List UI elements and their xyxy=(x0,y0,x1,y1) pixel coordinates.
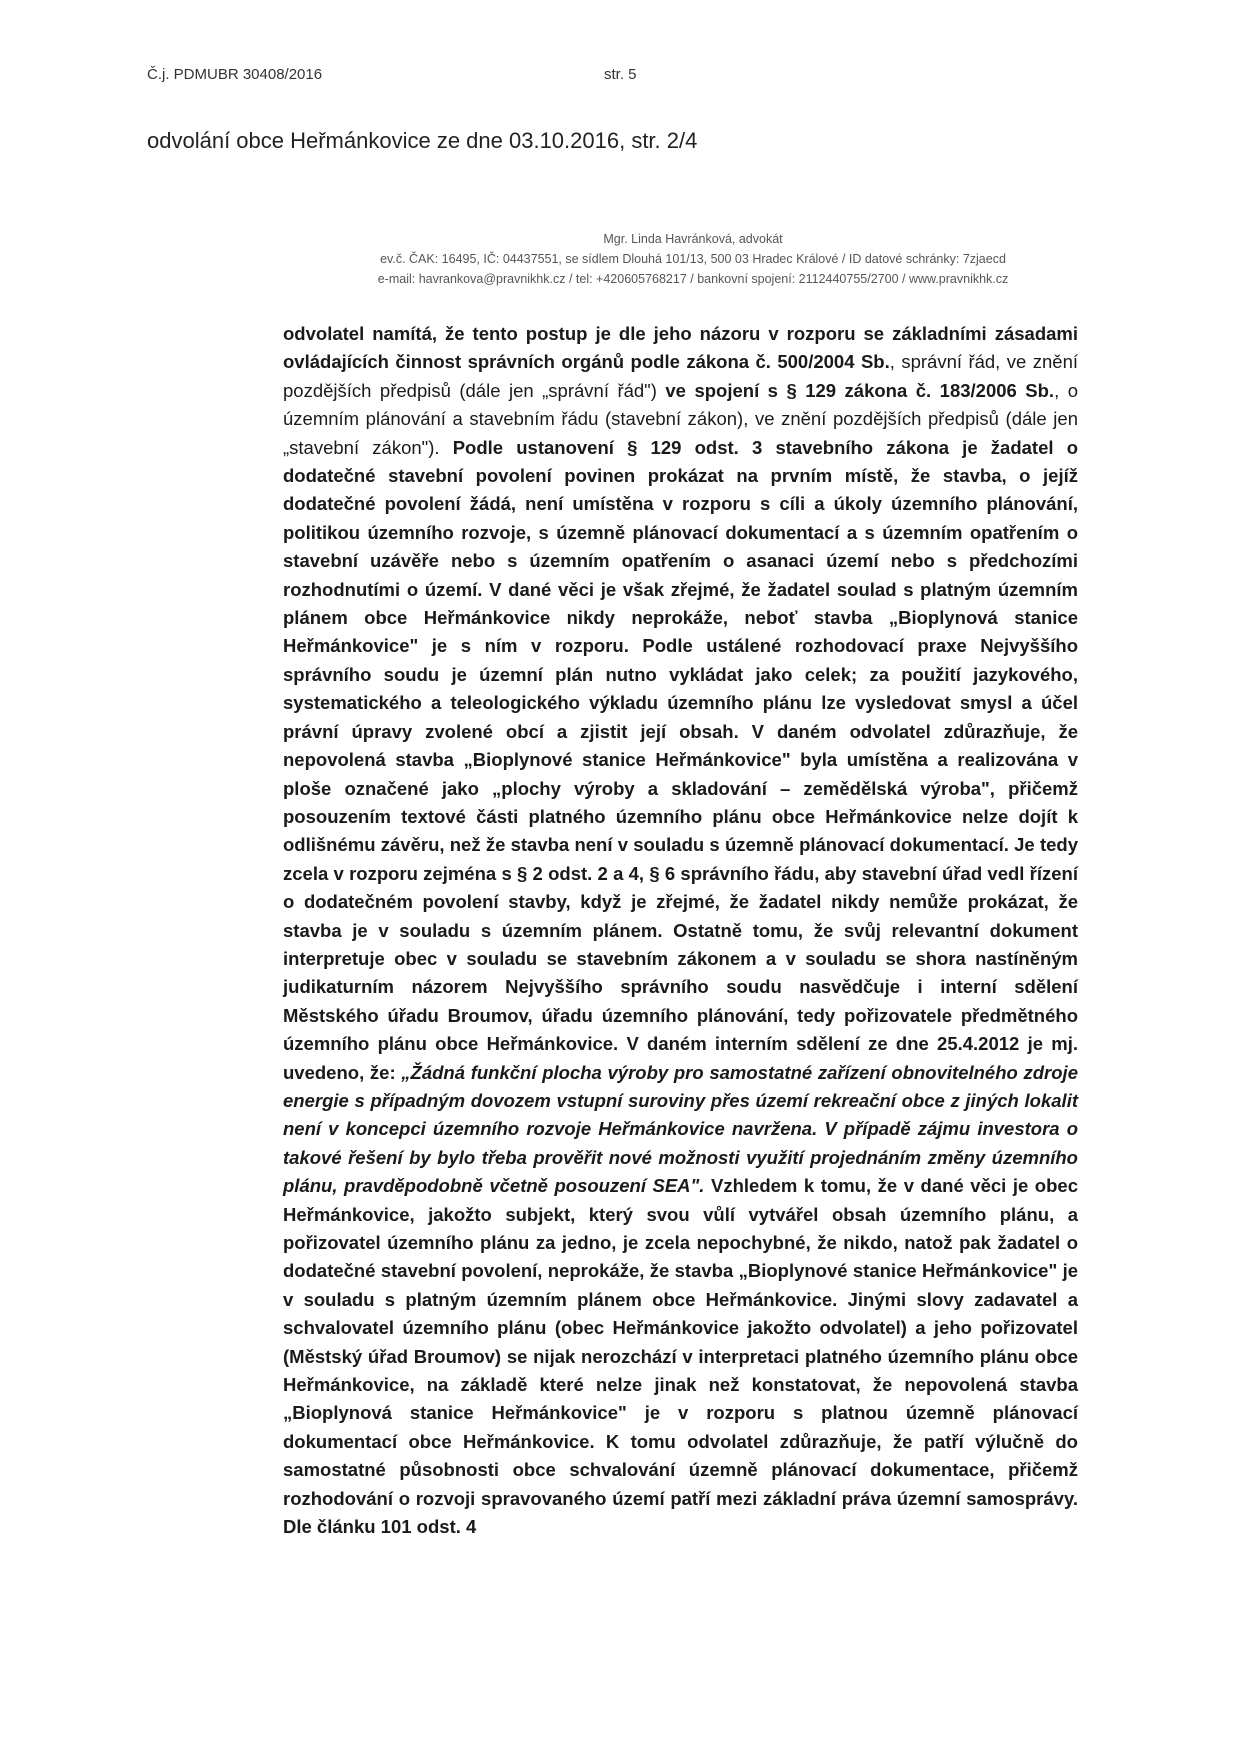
body-segment-7: Vzhledem k tomu, že v dané věci je obec Heřmánkovice, jakožto subjekt, který svou vůlí vytvářel obsah územního plánu, a pořizovatel územního plánu za jedno, je zcela nepochybné, že nikdo, natož pak žadatel o dodatečné stavební povolení, neprokáže, že stavba „Bioplynové stanice Heřmánkovice" je v souladu s platným územním plánem obce Heřmánkovice. Jinými slovy zadavatel a schvalovatel územního plánu (obec Heřmánkovice jakožto odvolatel) a jeho pořizovatel (Městský úřad Broumov) se nijak nerozchází v interpretaci platného územního plánu obce Heřmánkovice, na základě které nelze jinak než konstatovat, že nepovolená stavba „Bioplynová stanice Heřmánkovice" je v rozporu s platnou územně plánovací dokumentací obce Heřmánkovice. K tomu odvolatel zdůrazňuje, že patří výlučně do samostatné působnosti obce schvalování územně plánovací dokumentace, přičemž rozhodování o rozvoji spravovaného území patří mezi základní práva územní samosprávy. Dle článku 101 odst. 4 xyxy=(283,1175,1078,1538)
body-segment-2: , správní řád, ve znění pozdějších předpisů (dále jen „správní řád") xyxy=(283,351,1079,401)
letterhead-registration: ev.č. ČAK: 16495, IČ: 04437551, se sídlem Dlouhá 101/13, 500 03 Hradec Králové / ID datové schránky: 7zjaecd xyxy=(380,252,1006,266)
body-quote: „Žádná funkční plocha výroby pro samostatné zařízení obnovitelného zdroje energie s případným dovozem vstupní suroviny přes území rekreační obce z jiných lokalit není v koncepci územního rozvoje Heřmánkovice navržena. V případě zájmu investora o takové řešení by bylo třeba prověřit nové možnosti využití projednáním změny územního plánu, pravděpodobně včetně posouzení SEA". xyxy=(283,1061,1078,1197)
body-segment-4: , o územním plánování a stavebním řádu (stavební zákon), ve znění pozdějších předpisů (dále jen „stavební zákon"). xyxy=(283,379,1078,458)
page-number: str. 5 xyxy=(604,66,637,83)
document-reference: Č.j. PDMUBR 30408/2016 xyxy=(147,66,323,83)
body-segment-1: odvolatel namítá, že tento postup je dle jeho názoru v rozporu se základními zásadami ovládajících činnost správních orgánů podle zákona č. 500/2004 Sb. xyxy=(283,323,1078,373)
body-segment-5: Podle ustanovení § 129 odst. 3 stavebního zákona je žadatel o dodatečné stavební povolení povinen prokázat na prvním místě, že stavba, o jejíž dodatečné povolení žádá, není umístěna v rozporu s cíli a úkoly územního plánování, politikou územního rozvoje, s územně plánovací dokumentací a s územním opatřením o stavební uzávěře nebo s územním opatřením o asanaci území nebo s předchozími rozhodnutími o území. V dané věci je však zřejmé, že žadatel soulad s platným územním plánem obce Heřmánkovice nikdy neprokáže, neboť stavba „Bioplynová stanice Heřmánkovice" je s ním v rozporu. Podle ustálené rozhodovací praxe Nejvyššího správního soudu je územní plán nutno vykládat jako celek; za použití jazykového, systematického a teleologického výkladu územního plánu lze vysledovat smysl a účel právní úpravy zvolené obcí a zjistit její obsah. V daném odvolatel zdůrazňuje, že nepovolená stavba „Bioplynové stanice Heřmánkovice" byla umístěna a realizována v ploše označené jako „plochy výroby a skladování – zemědělská výroba", přičemž posouzením textové části platného územního plánu obce Heřmánkovice nelze dojít k odlišnému závěru, než že stavba není v souladu s územně plánovací dokumentací. Je tedy zcela v rozporu zejména s § 2 odst. 2 a 4, § 6 správního řádu, aby stavební úřad vedl řízení o dodatečném povolení stavby, když je zřejmé, že žadatel nikdy nemůže prokázat, že stavba je v souladu s územním plánem. Ostatně tomu, že svůj relevantní dokument interpretuje obec v souladu se stavebním zákonem a v souladu se shora nastíněným judikaturním názorem Nejvyššího správního soudu nasvědčuje i interní sdělení Městského úřadu Broumov, úřadu územního plánování, tedy pořizovatele předmětného územního plánu obce Heřmánkovice. V daném interním sdělení ze dne 25.4.2012 je mj. uvedeno, že: xyxy=(283,436,1078,1083)
document-title: odvolání obce Heřmánkovice ze dne 03.10.2016, str. 2/4 xyxy=(147,128,698,153)
body-segment-3: ve spojení s § 129 zákona č. 183/2006 Sb. xyxy=(665,379,1055,401)
body-paragraph xyxy=(283,320,1078,1541)
letterhead-contact: e-mail: havrankova@pravnikhk.cz / tel: +420605768217 / bankovní spojení: 2112440755/2700 / www.pravnikhk.cz xyxy=(377,272,1009,286)
letterhead xyxy=(283,229,1103,289)
letterhead-name: Mgr. Linda Havránková, advokát xyxy=(603,232,783,246)
